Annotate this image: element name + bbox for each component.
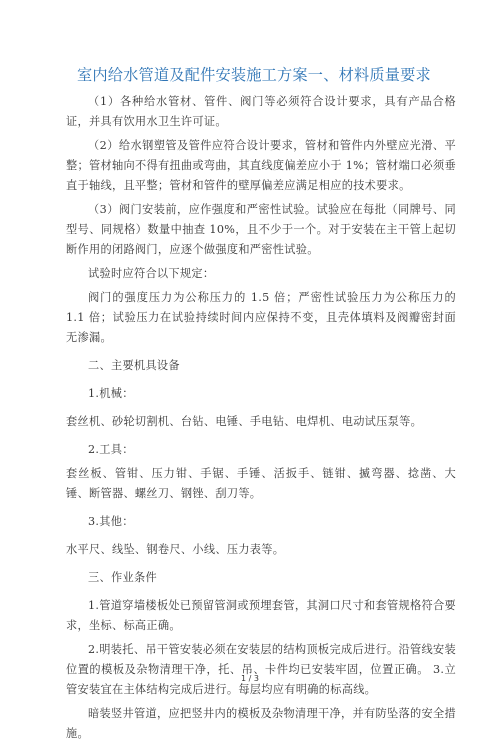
subheading-other: 3.其他： — [88, 515, 134, 528]
paragraph-material-3: （3）阀门安装前，应作强度和严密性试验。试验应在每批（同牌号、同型号、同规格）数量中抽查 10%，且不少于一个。对于安装在主干管上起切断作用的闭路阀门，应逐个做强度和严密性试验。 — [66, 203, 456, 256]
subheading-tools: 2.工具： — [88, 443, 134, 456]
page-number: 1 / 3 — [241, 674, 259, 683]
other-list: 水平尺、线坠、钢卷尺、小线、压力表等。 — [66, 543, 285, 556]
machinery-list: 套丝机、砂轮切割机、台钻、电锤、手电钻、电焊机、电动试压泵等。 — [66, 415, 423, 428]
section-heading-conditions: 三、作业条件 — [88, 571, 157, 584]
paragraph-test-rules: 阀门的强度压力为公称压力的 1.5 倍；严密性试验压力为公称压力的 1.1 倍；试验压力在试验持续时间内应保持不变，且壳体填料及阀瓣密封面无渗漏。 — [66, 291, 456, 344]
subheading-machinery: 1.机械： — [88, 387, 134, 400]
paragraph-condition-1: 1.管道穿墙楼板处已预留管洞或预埋套管，其洞口尺寸和套管规格符合要求，坐标、标高正确。 — [66, 599, 456, 632]
paragraph-material-1: （1）各种给水管材、管件、阀门等必须符合设计要求，具有产品合格证，并具有饮用水卫生许可证。 — [66, 95, 456, 128]
paragraph-condition-2: 2.明装托、吊干管安装必须在安装层的结构顶板完成后进行。沿管线安装位置的模板及杂物清理干净，托、吊、卡件均已安装牢固，位置正确。 3.立管安装宜在主体结构完成后进行。每层均应有明确的标高线。 — [66, 643, 456, 696]
tools-list: 套丝板、管钳、压力钳、手锯、手锤、活扳手、链钳、揻弯器、捻凿、大锤、断管器、螺丝刀、钢锉、刮刀等。 — [66, 467, 456, 500]
document-body — [66, 54, 456, 744]
document-title: 室内给水管道及配件安装施工方案一、材料质量要求 — [77, 66, 431, 84]
section-heading-equipment: 二、主要机具设备 — [88, 359, 180, 372]
paragraph-condition-shaft: 暗装竖井管道，应把竖井内的模板及杂物清理干净，并有防坠落的安全措施。 — [66, 707, 456, 740]
paragraph-test-rules-heading: 试验时应符合以下规定： — [88, 267, 215, 280]
paragraph-material-2: （2）给水钢塑管及管件应符合设计要求，管材和管件内外壁应光滑、平整；管材轴向不得有扭曲或弯曲，其直线度偏差应小于 1%；管材端口必须垂直于轴线，且平整；管材和管件的壁厚偏差应满足相应的技术要求。 — [66, 139, 456, 192]
